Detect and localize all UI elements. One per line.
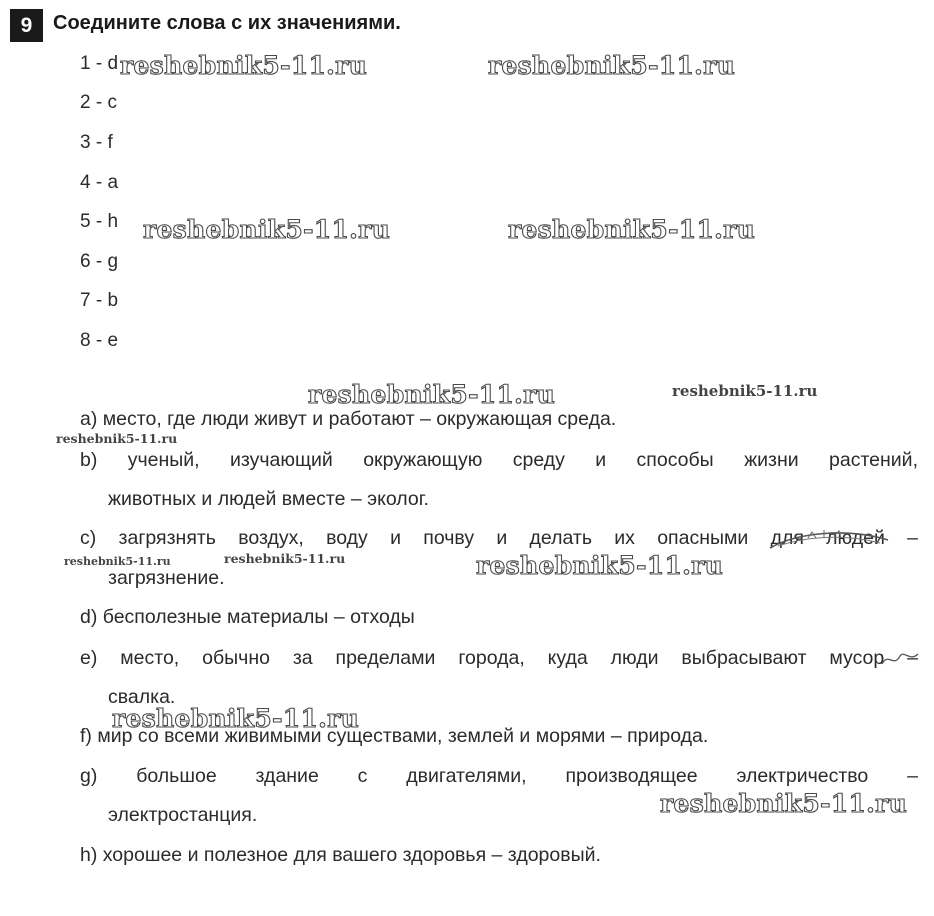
definition-b-line1: b) ученый, изучающий окружающую среду и способы жизни растений, xyxy=(80,449,918,471)
scribble-mark xyxy=(880,648,920,670)
watermark: reshebnik5-11.ru xyxy=(64,555,171,568)
answer-item-4: 4 - a xyxy=(80,172,119,193)
answer-item-2: 2 - c xyxy=(80,92,117,113)
definition-f: f) мир со всеми живимыми существами, землей и морями – природа. xyxy=(80,725,709,747)
definition-e-line1: e) место, обычно за пределами города, куда люди выбрасывают мусор – xyxy=(80,647,918,669)
task-number-badge: 9 xyxy=(10,9,43,42)
definition-g-line2: электростанция. xyxy=(108,804,258,826)
answer-item-8: 8 - e xyxy=(80,330,119,351)
stamp-mark xyxy=(768,526,892,552)
answer-item-3: 3 - f xyxy=(80,132,113,153)
definition-b-line2: животных и людей вместе – эколог. xyxy=(108,488,429,510)
definition-g-line1: g) большое здание с двигателями, производящее электричество – xyxy=(80,765,918,787)
definition-c-line1: c) загрязнять воздух, воду и почву и делать их опасными для людей – xyxy=(80,527,918,549)
answer-item-1: 1 - d xyxy=(80,53,119,74)
watermark: reshebnik5-11.ru xyxy=(56,431,178,446)
watermark: reshebnik5-11.ru xyxy=(143,215,391,244)
definition-d: d) бесполезные материалы – отходы xyxy=(80,606,415,628)
watermark: reshebnik5-11.ru xyxy=(660,789,908,818)
watermark: reshebnik5-11.ru xyxy=(672,382,818,400)
answer-item-5: 5 - h xyxy=(80,211,119,232)
answer-item-6: 6 - g xyxy=(80,251,119,272)
watermark: reshebnik5-11.ru xyxy=(224,551,346,566)
watermark: reshebnik5-11.ru xyxy=(308,380,556,409)
definition-a: a) место, где люди живут и работают – окружающая среда. xyxy=(80,408,617,430)
watermark: reshebnik5-11.ru xyxy=(120,51,368,80)
watermark: reshebnik5-11.ru xyxy=(508,215,756,244)
task-title: Соедините слова с их значениями. xyxy=(53,12,401,34)
definition-c-line2: загрязнение. xyxy=(108,567,225,589)
watermark: reshebnik5-11.ru xyxy=(476,551,724,580)
watermark: reshebnik5-11.ru xyxy=(488,51,736,80)
definition-e-line2: свалка. xyxy=(108,686,176,708)
watermark: reshebnik5-11.ru xyxy=(112,704,360,733)
definition-h: h) хорошее и полезное для вашего здоровья – здоровый. xyxy=(80,844,601,866)
answer-item-7: 7 - b xyxy=(80,290,119,311)
